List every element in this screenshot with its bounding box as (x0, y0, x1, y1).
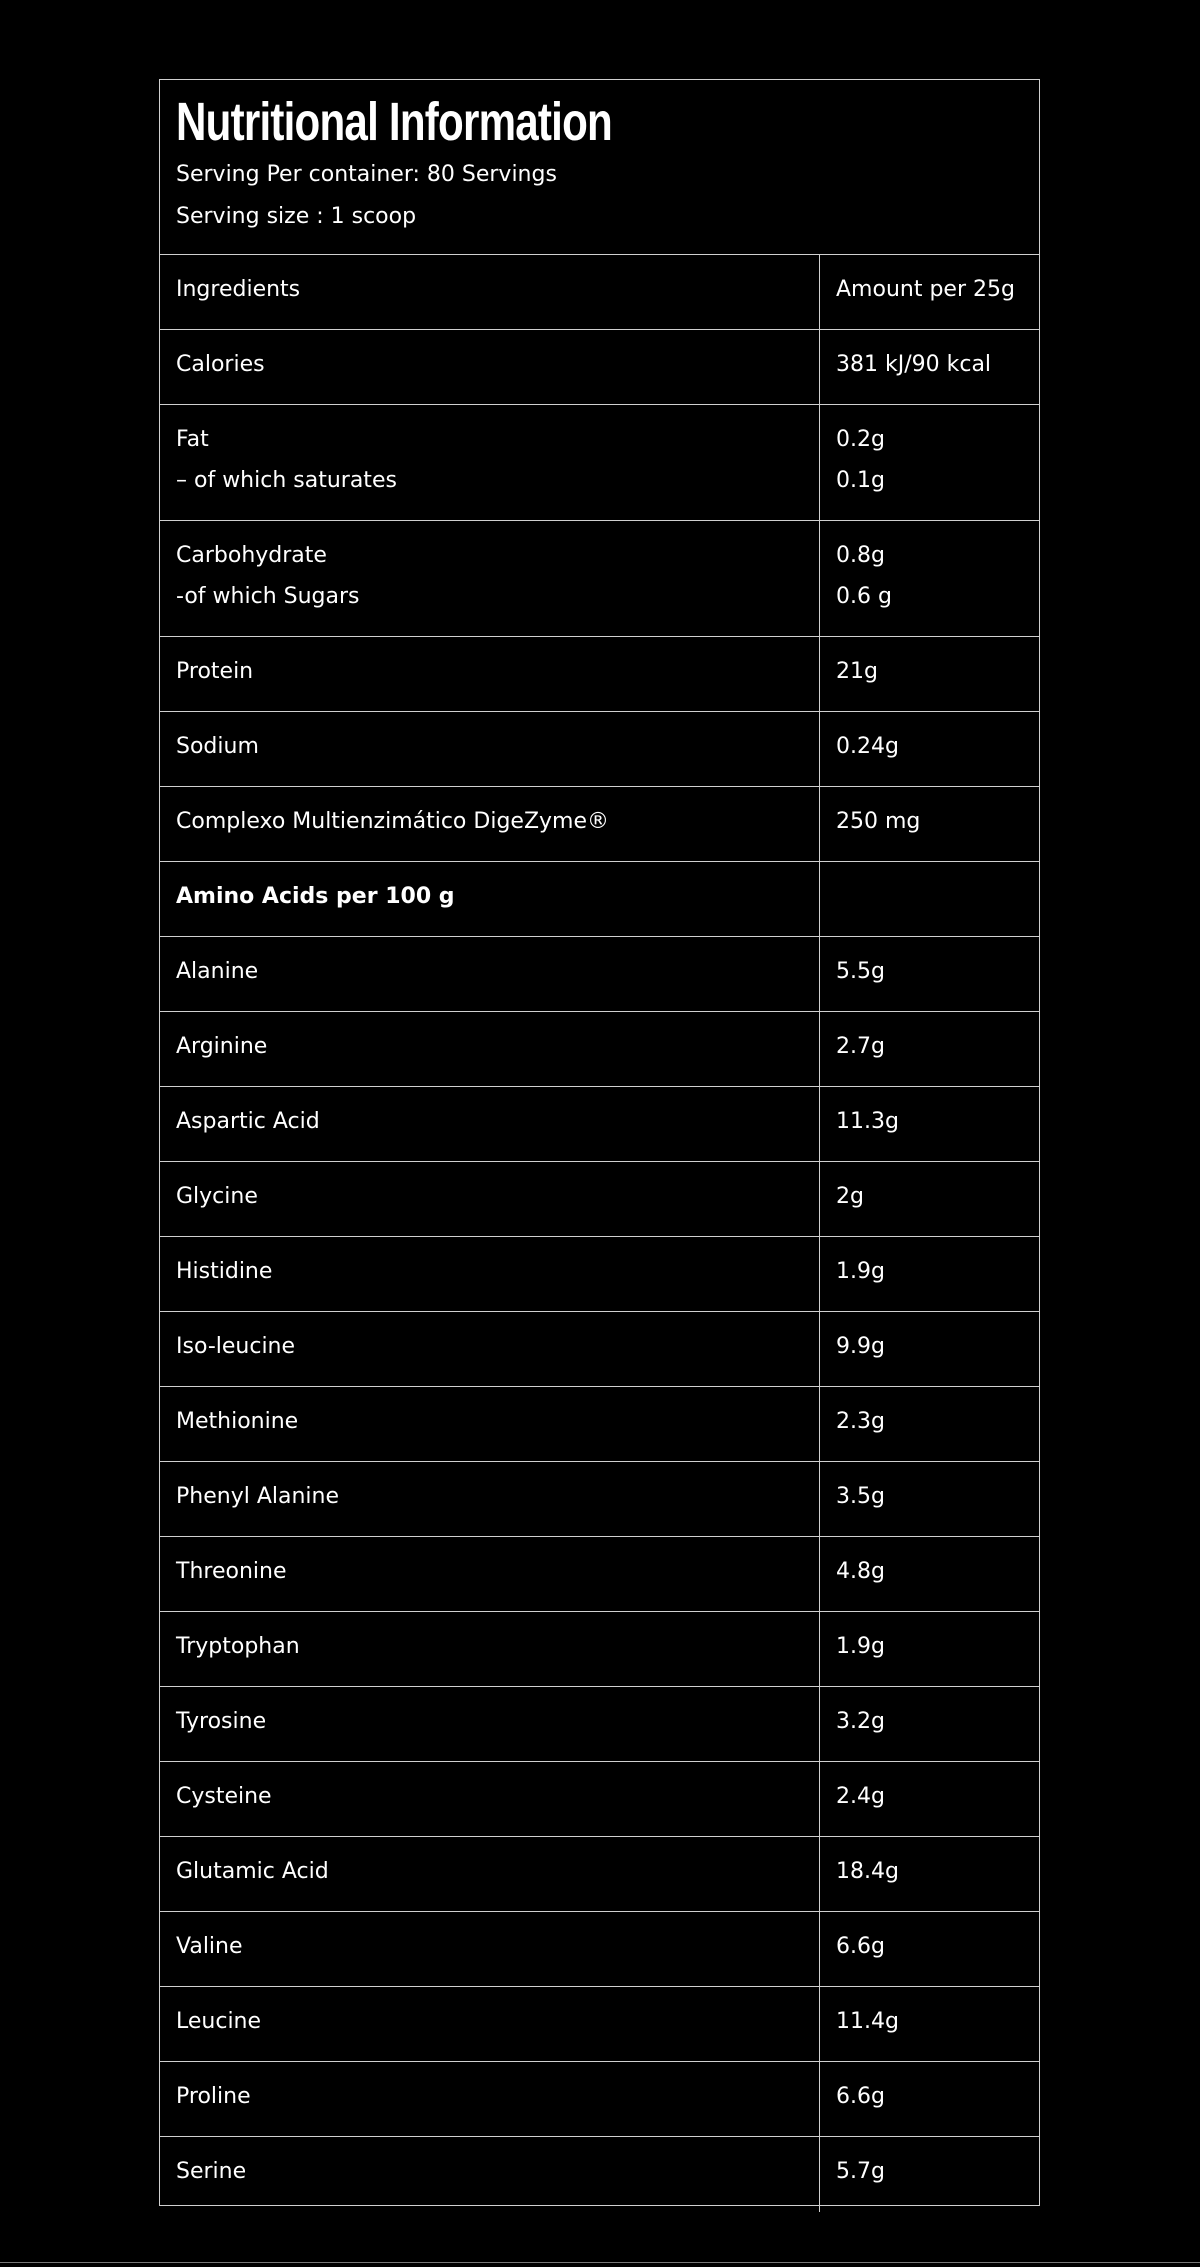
amino-acid-amount: 3.5g (836, 1484, 885, 1509)
amino-acid-name: Glycine (160, 1162, 820, 1236)
amino-acid-name: Leucine (160, 1987, 820, 2061)
amino-acids-heading-row (160, 862, 1039, 937)
amino-acids-heading: Amino Acids per 100 g (160, 862, 820, 936)
nutrition-table (160, 255, 1039, 2212)
amino-acid-name: Alanine (160, 937, 820, 1011)
table-row (160, 1762, 1039, 1837)
table-row (160, 2137, 1039, 2212)
table-row (160, 1387, 1039, 1462)
table-row (160, 1162, 1039, 1237)
ingredient-amount: 0.8g (836, 543, 885, 568)
table-row (160, 2062, 1039, 2137)
amino-acid-rows (160, 937, 1039, 2212)
table-row (160, 1312, 1039, 1387)
amino-acid-amount: 11.4g (836, 2009, 899, 2034)
servings-per-container: Serving Per container: 80 Servings (176, 162, 557, 187)
table-row (160, 1462, 1039, 1537)
amino-acid-amount: 5.7g (836, 2159, 885, 2184)
nutrition-header (160, 80, 1039, 255)
table-row (160, 1237, 1039, 1312)
nutrition-panel (159, 79, 1040, 2206)
table-row (160, 1537, 1039, 1612)
ingredient-name: Protein (160, 637, 820, 711)
amino-acid-name: Tyrosine (160, 1687, 820, 1761)
amino-acid-amount: 11.3g (836, 1109, 899, 1134)
amino-acid-amount: 4.8g (836, 1559, 885, 1584)
amino-acid-name: Arginine (160, 1012, 820, 1086)
table-row (160, 937, 1039, 1012)
ingredient-subamount: 0.6 g (836, 584, 892, 609)
column-header-amount: Amount per 25g (836, 277, 1015, 302)
page-divider (0, 2262, 1200, 2263)
amino-acid-amount: 1.9g (836, 1634, 885, 1659)
table-header-row (160, 255, 1039, 330)
amino-acid-name: Serine (160, 2137, 820, 2212)
ingredient-amount-cell (820, 521, 1039, 636)
amino-acid-amount: 1.9g (836, 1259, 885, 1284)
table-row-enzyme (160, 787, 1039, 862)
amino-acid-name: Cysteine (160, 1762, 820, 1836)
ingredient-amount: 381 kJ/90 kcal (836, 352, 992, 377)
table-row-protein (160, 637, 1039, 712)
ingredient-amount: 0.2g (836, 427, 885, 452)
amino-acid-amount: 2.4g (836, 1784, 885, 1809)
ingredient-subamount: 0.1g (836, 468, 885, 493)
ingredient-name: Complexo Multienzimático DigeZyme® (160, 787, 820, 861)
table-row-sodium (160, 712, 1039, 787)
ingredient-subname: -of which Sugars (176, 584, 360, 609)
ingredient-name-cell (160, 521, 820, 636)
table-row (160, 1837, 1039, 1912)
table-row (160, 1612, 1039, 1687)
amino-acid-amount: 5.5g (836, 959, 885, 984)
amino-acids-heading-empty (820, 862, 1039, 936)
amino-acid-name: Phenyl Alanine (160, 1462, 820, 1536)
table-row (160, 1912, 1039, 1987)
amino-acid-amount: 18.4g (836, 1859, 899, 1884)
amino-acid-amount: 6.6g (836, 1934, 885, 1959)
column-header-ingredients: Ingredients (160, 255, 820, 329)
amino-acid-name: Threonine (160, 1537, 820, 1611)
amino-acid-amount: 2.3g (836, 1409, 885, 1434)
ingredient-name: Sodium (160, 712, 820, 786)
amino-acid-name: Glutamic Acid (160, 1837, 820, 1911)
ingredient-amount-cell (820, 405, 1039, 520)
ingredient-name-cell (160, 405, 820, 520)
ingredient-name: Carbohydrate (176, 543, 327, 568)
amino-acid-amount: 2g (836, 1184, 864, 1209)
serving-size: Serving size : 1 scoop (176, 204, 417, 229)
ingredient-subname: – of which saturates (176, 468, 397, 493)
amino-acid-name: Proline (160, 2062, 820, 2136)
table-row-calories (160, 330, 1039, 405)
amino-acid-name: Valine (160, 1912, 820, 1986)
amino-acid-name: Histidine (160, 1237, 820, 1311)
ingredient-name: Fat (176, 427, 209, 452)
table-row (160, 1987, 1039, 2062)
amino-acid-amount: 2.7g (836, 1034, 885, 1059)
table-row (160, 1687, 1039, 1762)
amino-acid-name: Methionine (160, 1387, 820, 1461)
ingredient-amount: 250 mg (836, 809, 921, 834)
ingredient-name: Calories (160, 330, 820, 404)
table-row (160, 1012, 1039, 1087)
ingredient-amount: 21g (836, 659, 878, 684)
table-row (160, 1087, 1039, 1162)
page-title: Nutritional Information (176, 92, 612, 152)
amino-acid-name: Aspartic Acid (160, 1087, 820, 1161)
amino-acid-amount: 3.2g (836, 1709, 885, 1734)
amino-acid-amount: 9.9g (836, 1334, 885, 1359)
ingredient-amount: 0.24g (836, 734, 899, 759)
table-row-fat (160, 405, 1039, 521)
table-row-carbohydrate (160, 521, 1039, 637)
amino-acid-name: Iso-leucine (160, 1312, 820, 1386)
amino-acid-name: Tryptophan (160, 1612, 820, 1686)
amino-acid-amount: 6.6g (836, 2084, 885, 2109)
